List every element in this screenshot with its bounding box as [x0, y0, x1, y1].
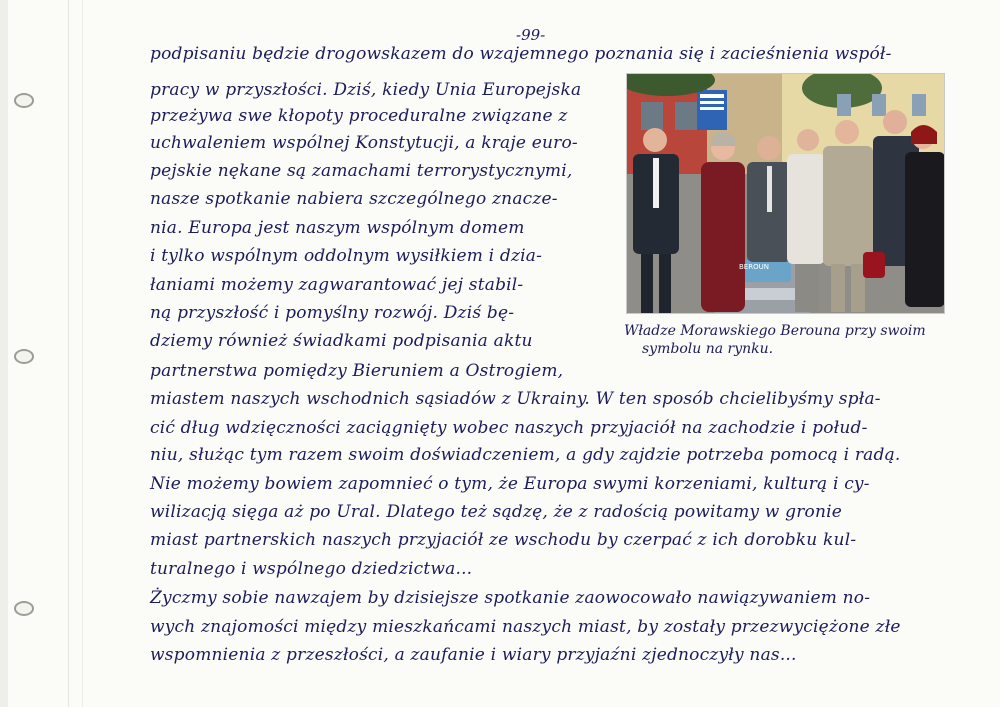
text-line: pejskie nękane są zamachami terrorystycznymi, — [150, 161, 573, 181]
photo-officials-at-monument — [626, 73, 945, 314]
text-line: pracy w przyszłości. Dziś, kiedy Unia Europejska — [150, 80, 582, 100]
text-line: Życzmy sobie nawzajem by dzisiejsze spotkanie zaowocowało nawiązywaniem no- — [150, 588, 871, 608]
text-line: wspomnienia z przeszłości, a zaufanie i wiary przyjaźni zjednoczyły nas... — [150, 645, 797, 665]
text-line: niu, służąc tym razem swoim doświadczeniem, a gdy zajdzie potrzeba pomocą i radą. — [150, 445, 901, 465]
text-line: miast partnerskich naszych przyjaciół ze wschodu by czerpać z ich dorobku kul- — [150, 530, 857, 550]
photo-sign-text: BEROUN — [739, 263, 769, 271]
text-line: i tylko wspólnym oddolnym wysiłkiem i dzia- — [150, 246, 543, 266]
text-line: Nie możemy bowiem zapomnieć o tym, że Europa swymi korzeniami, kulturą i cy- — [150, 474, 870, 494]
text-line: przeżywa swe kłopoty proceduralne związane z — [150, 106, 568, 126]
text-line: turalnego i wspólnego dziedzictwa... — [150, 559, 473, 579]
text-line: łaniami możemy zagwarantować jej stabil- — [150, 275, 524, 295]
binder-hole-bottom — [14, 601, 34, 616]
page-edge — [0, 0, 8, 707]
text-line: dziemy również świadkami podpisania aktu — [150, 331, 533, 351]
photo-caption-line: Władze Morawskiego Berouna przy swoim — [624, 323, 926, 339]
page-number: -99- — [516, 26, 546, 44]
text-line: nia. Europa jest naszym wspólnym domem — [150, 218, 525, 238]
text-line: podpisaniu będzie drogowskazem do wzajemnego poznania się i zacieśnienia współ- — [150, 44, 892, 64]
text-line: partnerstwa pomiędzy Bieruniem a Ostrogiem, — [150, 361, 564, 381]
text-line: nasze spotkanie nabiera szczególnego znacze- — [150, 189, 558, 209]
text-line: ną przyszłość i pomyślny rozwój. Dziś bę- — [150, 303, 515, 323]
margin-line-inner — [82, 0, 83, 707]
text-line: uchwaleniem wspólnej Konstytucji, a kraje euro- — [150, 133, 578, 153]
text-line: cić dług wdzięczności zaciągnięty wobec naszych przyjaciół na zachodzie i połud- — [150, 418, 868, 438]
text-line: wych znajomości między mieszkańcami naszych miast, by zostały przezwyciężone złe — [150, 617, 901, 637]
text-line: wilizacją sięga aż po Ural. Dlatego też sądzę, że z radością powitamy w gronie — [150, 502, 843, 522]
photo-illustration — [627, 74, 945, 314]
photo-caption-line: symbolu na rynku. — [642, 341, 774, 357]
binder-hole-top — [14, 93, 34, 108]
margin-line — [68, 0, 69, 707]
text-line: miastem naszych wschodnich sąsiadów z Ukrainy. W ten sposób chcielibyśmy spła- — [150, 389, 881, 409]
binder-hole-middle — [14, 349, 34, 364]
